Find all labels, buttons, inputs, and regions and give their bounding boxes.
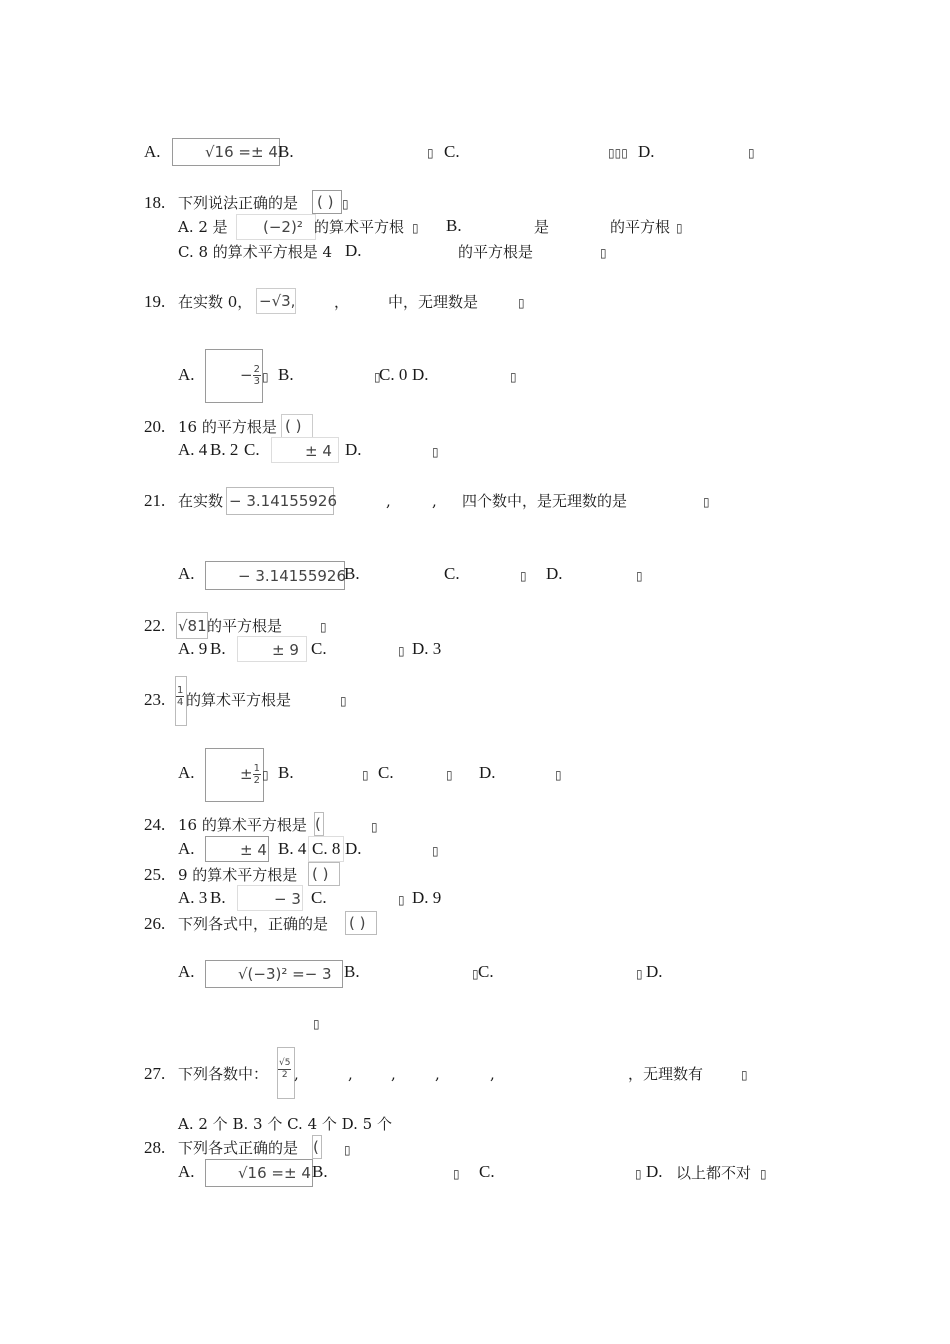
q19-option-c: C. 0 bbox=[379, 365, 408, 384]
placeholder-glyph: ▯ bbox=[453, 1167, 460, 1181]
q24-option-d-label: D. bbox=[345, 839, 362, 858]
placeholder-glyph: ▯ bbox=[510, 370, 517, 384]
q27-comma: , bbox=[391, 1065, 396, 1083]
q23-number: 23. bbox=[144, 690, 166, 709]
q23-option-a-label: A. bbox=[178, 763, 195, 782]
q28-number: 28. bbox=[144, 1138, 166, 1157]
q22-option-b-formula: ± 9 bbox=[237, 636, 307, 662]
q18-option-a-tail: 的算术平方根 bbox=[314, 218, 405, 236]
placeholder-glyph: ▯ bbox=[262, 370, 269, 384]
formula-text: √16 =± 4 bbox=[205, 143, 278, 161]
q18-option-a-label: A. 2 是 bbox=[178, 218, 228, 236]
q24-stem: 16 的算术平方根是 bbox=[178, 816, 307, 834]
q20-number: 20. bbox=[144, 417, 166, 436]
q19-option-d-label: D. bbox=[412, 365, 429, 384]
placeholder-glyph: ▯ bbox=[636, 967, 643, 981]
placeholder-glyph: ▯ bbox=[342, 197, 349, 211]
q28-stem: 下列各式正确的是 bbox=[178, 1139, 299, 1157]
q28-option-c-label: C. bbox=[479, 1162, 495, 1181]
q17-option-b-label: B. bbox=[278, 142, 294, 161]
q19-number: 19. bbox=[144, 292, 166, 311]
q19-option-b-label: B. bbox=[278, 365, 294, 384]
q18-option-b-tail: 的平方根 bbox=[610, 218, 671, 236]
q17-option-d-label: D. bbox=[638, 142, 655, 161]
q21-option-a-formula: − 3.14155926 bbox=[205, 561, 345, 590]
q24-paren-box: ( bbox=[314, 812, 324, 836]
q27-number: 27. bbox=[144, 1064, 166, 1083]
q21-option-a-label: A. bbox=[178, 564, 195, 583]
q28-option-d-text: 以上都不对 bbox=[676, 1164, 752, 1182]
placeholder-glyph: ▯ bbox=[446, 768, 453, 782]
q22-formula: √81 bbox=[176, 612, 208, 639]
placeholder-glyph: ▯ bbox=[313, 1017, 320, 1031]
placeholder-glyph: ▯ bbox=[518, 296, 525, 310]
placeholder-glyph: ▯ bbox=[412, 221, 419, 235]
q25-option-d: D. 9 bbox=[412, 888, 442, 907]
q21-option-d-label: D. bbox=[546, 564, 563, 583]
q26-number: 26. bbox=[144, 914, 166, 933]
q22-option-b-label: B. bbox=[210, 639, 226, 658]
q17-option-c-label: C. bbox=[444, 142, 460, 161]
q28-option-a-label: A. bbox=[178, 1162, 195, 1181]
placeholder-glyph: ▯ bbox=[374, 370, 381, 384]
q22-number: 22. bbox=[144, 616, 166, 635]
q19-formula: −√3, bbox=[256, 288, 296, 314]
placeholder-glyph: ▯ bbox=[344, 1143, 351, 1157]
placeholder-glyph: ▯ bbox=[398, 893, 405, 907]
q21-formula: − 3.14155926 bbox=[226, 487, 334, 515]
q27-options: A. 2 个 B. 3 个 C. 4 个 D. 5 个 bbox=[178, 1115, 392, 1133]
placeholder-glyph: ▯ bbox=[760, 1167, 767, 1181]
q27-tail: ，无理数有 bbox=[628, 1065, 704, 1083]
q25-option-a: A. 3 bbox=[178, 888, 208, 907]
q28-option-b-label: B. bbox=[312, 1162, 328, 1181]
q21-tail: 四个数中，是无理数的是 bbox=[462, 492, 628, 510]
q26-option-b-label: B. bbox=[344, 962, 360, 981]
q27-comma: , bbox=[435, 1065, 440, 1083]
q20-option-a: A. 4 bbox=[178, 440, 208, 459]
q28-option-d-label: D. bbox=[646, 1162, 663, 1181]
q26-option-a-formula: √(−3)² =− 3 bbox=[205, 960, 343, 988]
q27-comma: , bbox=[348, 1065, 353, 1083]
q27-comma: , bbox=[294, 1065, 299, 1083]
q26-option-d-label: D. bbox=[646, 962, 663, 981]
q18-number: 18. bbox=[144, 193, 166, 212]
q20-paren-box: ( ) bbox=[281, 414, 313, 438]
q21-option-c-label: C. bbox=[444, 564, 460, 583]
placeholder-glyph: ▯ bbox=[741, 1068, 748, 1082]
q18-option-c: C. 8 的算术平方根是 4 bbox=[178, 243, 333, 261]
q20-option-c-label: C. bbox=[244, 440, 260, 459]
q20-stem: 16 的平方根是 bbox=[178, 418, 277, 436]
q23-option-a-formula: ± $\frac{1}{2}$ bbox=[205, 748, 264, 802]
placeholder-glyph: ▯ bbox=[398, 644, 405, 658]
q18-option-b-mid: 是 bbox=[534, 218, 550, 236]
q23-formula: $\frac{1}{4}$ bbox=[175, 676, 187, 726]
placeholder-glyph: ▯ bbox=[262, 768, 269, 782]
q22-option-d: D. 3 bbox=[412, 639, 442, 658]
q18-option-a-formula: (−2)² bbox=[236, 214, 316, 240]
q25-stem: 9 的算术平方根是 bbox=[178, 866, 298, 884]
q22-option-a: A. 9 bbox=[178, 639, 208, 658]
q27-formula: $\frac{√5}{2}$ bbox=[277, 1047, 295, 1099]
q20-option-b: B. 2 bbox=[210, 440, 239, 459]
q26-option-a-label: A. bbox=[178, 962, 195, 981]
q18-option-d-label: D. bbox=[345, 241, 362, 260]
q24-number: 24. bbox=[144, 815, 166, 834]
placeholder-glyph: ▯ bbox=[676, 221, 683, 235]
q19-tail: 中，无理数是 bbox=[388, 293, 479, 311]
q18-option-b-label: B. bbox=[446, 216, 462, 235]
q17-option-a-formula bbox=[172, 138, 280, 166]
q19-option-a-label: A. bbox=[178, 365, 195, 384]
q21-comma: , bbox=[432, 492, 437, 510]
placeholder-glyph: ▯ bbox=[703, 495, 710, 509]
placeholder-glyph: ▯ bbox=[748, 146, 755, 160]
q24-option-a-label: A. bbox=[178, 839, 195, 858]
placeholder-glyph: ▯ bbox=[520, 569, 527, 583]
placeholder-glyph: ▯ bbox=[362, 768, 369, 782]
q26-stem: 下列各式中，正确的是 bbox=[178, 915, 329, 933]
q19-stem: 在实数 0， bbox=[178, 293, 253, 311]
q28-paren-box: ( bbox=[312, 1135, 322, 1159]
q21-option-b-label: B. bbox=[344, 564, 360, 583]
q21-stem: 在实数 bbox=[178, 492, 224, 510]
placeholder-glyph: ▯ bbox=[636, 569, 643, 583]
q25-option-b-label: B. bbox=[210, 888, 226, 907]
q20-option-d-label: D. bbox=[345, 440, 362, 459]
q26-option-c-label: C. bbox=[478, 962, 494, 981]
q27-comma: , bbox=[490, 1065, 495, 1083]
q28-option-a-formula: √16 =± 4 bbox=[205, 1159, 313, 1187]
q23-option-b-label: B. bbox=[278, 763, 294, 782]
placeholder-glyph: ▯ bbox=[600, 246, 607, 260]
placeholder-glyph: ▯ bbox=[427, 146, 434, 160]
q27-stem: 下列各数中： bbox=[178, 1065, 269, 1083]
placeholder-glyph: ▯ bbox=[371, 820, 378, 834]
q23-option-d-label: D. bbox=[479, 763, 496, 782]
placeholder-glyph: ▯ bbox=[432, 844, 439, 858]
q26-paren-box: ( ) bbox=[345, 911, 377, 935]
placeholder-glyph: ▯ bbox=[635, 1167, 642, 1181]
q19-comma: ， bbox=[334, 293, 350, 311]
q21-number: 21. bbox=[144, 491, 166, 510]
q24-option-a-formula: ± 4 bbox=[205, 836, 269, 862]
q19-option-a-formula: − $\frac{2}{3}$ bbox=[205, 349, 263, 403]
q18-stem: 下列说法正确的是 bbox=[178, 194, 299, 212]
q25-option-c-label: C. bbox=[311, 888, 327, 907]
q24-option-c: C. 8 bbox=[312, 839, 341, 858]
placeholder-glyph: ▯ bbox=[320, 620, 327, 634]
placeholder-glyph: ▯ bbox=[555, 768, 562, 782]
q18-option-d-tail: 的平方根是 bbox=[458, 243, 534, 261]
q22-option-c-label: C. bbox=[311, 639, 327, 658]
q20-option-c-formula: ± 4 bbox=[271, 437, 339, 463]
placeholder-glyph: ▯ bbox=[340, 694, 347, 708]
q24-option-b: B. 4 bbox=[278, 839, 307, 858]
q25-option-b-formula: − 3 bbox=[237, 885, 303, 911]
placeholder-glyph: ▯▯▯ bbox=[608, 146, 628, 160]
q25-paren-box: ( ) bbox=[308, 862, 340, 886]
q25-number: 25. bbox=[144, 865, 166, 884]
q23-stem: 的算术平方根是 bbox=[186, 691, 292, 709]
q22-stem: 的平方根是 bbox=[207, 617, 283, 635]
q21-comma: , bbox=[386, 492, 391, 510]
q17-option-a-label: A. bbox=[144, 142, 161, 161]
placeholder-glyph: ▯ bbox=[432, 445, 439, 459]
placeholder-glyph: ▯ bbox=[472, 967, 479, 981]
q23-option-c-label: C. bbox=[378, 763, 394, 782]
q18-paren-box: ( ) bbox=[312, 190, 342, 214]
